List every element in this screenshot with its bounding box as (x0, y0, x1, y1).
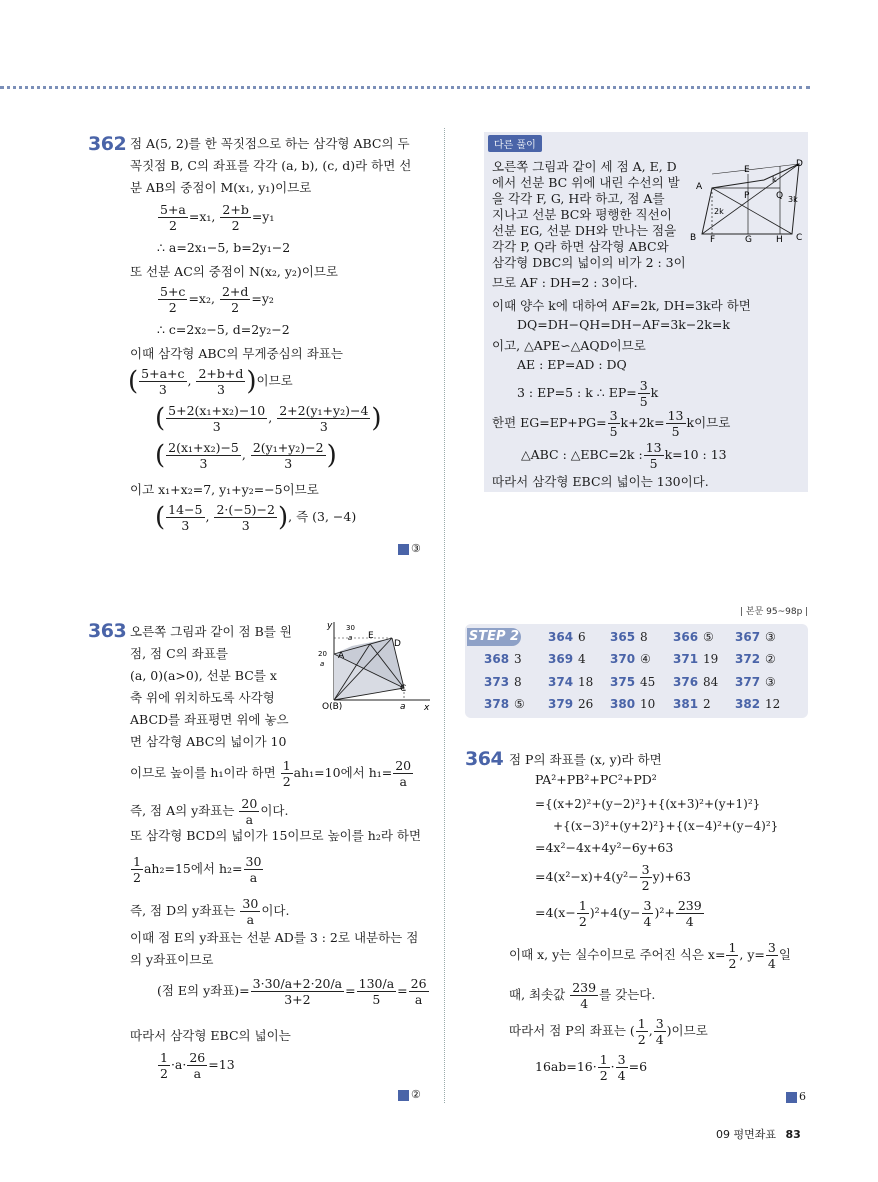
p362-centroid-2: ( $\frac{\text{5+2(x₁+x₂)−10}}{3}$ , $\frac{\text{2+2(y₁+y₂)−4}}{3}$ ) (155, 403, 382, 434)
step2-item-answer: 8 (640, 630, 648, 644)
alt-figure-trapezoid (684, 152, 806, 246)
step2-item-answer: 45 (640, 675, 656, 689)
p364-text-10: 따라서 점 P의 좌표는 ( $\frac{1}{2}$ , $\frac{3}{4}$ )이므로 (509, 1016, 708, 1047)
p364-text-2: PA²+PB²+PC²+PD² (535, 772, 657, 787)
step2-item-number: 375 (610, 675, 636, 689)
step2-item-number: 378 (484, 697, 510, 711)
p364-answer: 6 (786, 1090, 806, 1103)
step2-item-number: 376 (673, 675, 699, 689)
step2-item-number: 367 (735, 630, 761, 644)
p362-text-5: 이때 삼각형 ABC의 무게중심의 좌표는 (130, 346, 343, 361)
p364-text-5: =4x²−4x+4y²−6y+63 (535, 840, 674, 855)
alt-text-8: 므로 AF : DH=2 : 3이다. (492, 275, 638, 290)
fig363-y-axis: y (327, 621, 333, 631)
p363-figure-coordinate (312, 618, 434, 710)
step2-item-number: 364 (548, 630, 574, 644)
fig-label-A: A (696, 182, 703, 192)
step2-item-number: 365 (610, 630, 636, 644)
alt-text-6: 각각 P, Q라 하면 삼각형 ABC와 (492, 239, 669, 254)
step2-item-answer: 6 (578, 630, 586, 644)
fig363-D: D (394, 639, 401, 649)
fig-label-C: C (796, 233, 803, 243)
answer-mark-icon (398, 544, 409, 555)
p362-eq-2: ∴ a=2x₁−5, b=2y₁−2 (157, 240, 291, 255)
alt-text-12: AE : EP=AD : DQ (517, 357, 627, 372)
step2-item-answer: ③ (765, 630, 776, 644)
fig-label-G: G (745, 235, 752, 245)
p362-centroid-1: ( $\frac{5+a+c}{3}$ , $\frac{2+b+d}{3}$ )이므로 (128, 366, 293, 397)
answer-mark-icon (398, 1090, 409, 1101)
fig363-20: 20 (318, 650, 327, 658)
p364-text-1: 점 P의 좌표를 (x, y)라 하면 (509, 752, 662, 767)
problem-number-364: 364 (465, 748, 504, 770)
step2-item-number: 382 (735, 697, 761, 711)
p363-answer: ② (398, 1088, 421, 1101)
alt-text-10: DQ=DH−QH=DH−AF=3k−2k=k (517, 317, 730, 332)
fig363-origin: O(B) (322, 702, 343, 710)
page-number: 83 (785, 1128, 801, 1141)
fig-label-B: B (690, 233, 697, 243)
step2-item-number: 372 (735, 652, 761, 666)
p363-text-1: 오른쪽 그림과 같이 점 B를 원 (130, 624, 292, 639)
p363-text-16: $\frac{1}{2}$ ·a· $\frac{26}{a}$ =13 (160, 1050, 235, 1081)
fig-label-D: D (796, 159, 803, 169)
p363-text-14: (점 E의 y좌표)= $\frac{3\cdot 30/a+2\cdot 20/a}{3+2}$ = $\frac{130/a}{5}$ = $\frac{26}{a}$ (157, 976, 427, 1007)
step2-item-answer: 84 (703, 675, 719, 689)
problem-number-362: 362 (88, 133, 127, 155)
step2-item-answer: 12 (765, 697, 781, 711)
step2-item-answer: 26 (578, 697, 594, 711)
fig363-20a: a (320, 660, 325, 668)
fig-label-F: F (710, 235, 716, 245)
step2-item-number: 371 (673, 652, 699, 666)
step2-item-number: 373 (484, 675, 510, 689)
step2-item-number: 368 (484, 652, 510, 666)
p362-eq-4: ∴ c=2x₂−5, d=2y₂−2 (157, 322, 290, 337)
fig-label-3k: 3k (788, 195, 798, 204)
p362-answer: ③ (398, 542, 421, 555)
alt-text-16: 따라서 삼각형 EBC의 넓이는 130이다. (492, 474, 709, 489)
fig-label-2k: 2k (714, 207, 724, 216)
page-reference: | 본문 95~98p | (740, 607, 809, 617)
fig-label-Q: Q (776, 191, 784, 201)
fig-label-k: k (772, 175, 777, 184)
step2-item-number: 366 (673, 630, 699, 644)
p362-text-1: 점 A(5, 2)를 한 꼭짓점으로 하는 삼각형 ABC의 두 (130, 136, 410, 151)
page-footer (716, 1126, 801, 1142)
p363-text-3: (a, 0)(a>0), 선분 BC를 x (130, 668, 277, 683)
step2-item-number: 381 (673, 697, 699, 711)
step2-item-answer: 8 (514, 675, 522, 689)
alt-text-1: 오른쪽 그림과 같이 세 점 A, E, D (492, 159, 677, 174)
p363-text-4: 축 위에 위치하도록 사각형 (130, 690, 275, 705)
p363-text-10: $\frac{1}{2}$ ah₂=15에서 h₂= $\frac{30}{a}$ (133, 854, 262, 885)
fig363-C: C (400, 684, 407, 694)
p363-text-8: 즉, 점 A의 y좌표는 $\frac{20}{a}$ 이다. (130, 796, 289, 827)
column-divider (444, 128, 445, 1103)
p363-text-12: 이때 점 E의 y좌표는 선분 AD를 3 : 2로 내분하는 점 (130, 930, 419, 945)
step2-item-number: 377 (735, 675, 761, 689)
fig363-a: a (400, 702, 406, 710)
alt-text-9: 이때 양수 k에 대하여 AF=2k, DH=3k라 하면 (492, 298, 751, 313)
p362-text-4: 또 선분 AC의 중점이 N(x₂, y₂)이므로 (130, 264, 339, 279)
problem-number-363: 363 (88, 620, 127, 642)
p362-centroid-4: ( $\frac{14-5}{3}$ , $\frac{2\cdot(-5)-2}{3}$ ), 즉 (3, −4) (155, 502, 357, 533)
fig363-A: A (338, 651, 345, 661)
fig-label-H: H (776, 235, 783, 245)
p363-text-13: 의 y좌표이므로 (130, 952, 214, 967)
alt-text-4: 지나고 선분 BC와 평행한 직선이 (492, 207, 672, 222)
fig-label-E: E (744, 165, 750, 175)
step2-item-answer: ② (765, 652, 776, 666)
p362-text-3: 분 AB의 중점이 M(x₁, y₁)이므로 (130, 180, 312, 195)
fig363-30: 30 (346, 624, 355, 632)
fig-label-P: P (744, 191, 750, 201)
alt-text-11: 이고, △APE∽△AQD이므로 (492, 338, 646, 353)
p364-text-3: ={(x+2)²+(y−2)²}+{(x+3)²+(y+1)²} (535, 797, 761, 811)
p364-text-11: 16ab=16· $\frac{1}{2}$ · $\frac{3}{4}$ =6 (535, 1052, 648, 1083)
fig363-E: E (368, 631, 374, 641)
step2-item-answer: 3 (514, 652, 522, 666)
top-dotted-rule (0, 86, 810, 89)
step2-item-answer: ③ (765, 675, 776, 689)
p362-centroid-3: ( $\frac{\text{2(x₁+x₂)−5}}{3}$ , $\frac{\text{2(y₁+y₂)−2}}{3}$ ) (155, 440, 337, 471)
step2-item-answer: 19 (703, 652, 719, 666)
step2-item-number: 369 (548, 652, 574, 666)
step2-item-answer: 18 (578, 675, 594, 689)
alternative-solution-tag: 다른 풀이 (488, 135, 542, 152)
p364-text-7: =4(x− $\frac{1}{2}$ )²+4(y− $\frac{3}{4}$ )²+ $\frac{239}{4}$ (535, 898, 702, 929)
p364-text-8: 이때 x, y는 실수이므로 주어진 식은 x= $\frac{1}{2}$ , y= $\frac{3}{4}$ 일 (509, 940, 791, 971)
p362-eq-3: $\frac{5+c}{2}$ =x₂, $\frac{2+d}{2}$ =y₂ (160, 284, 274, 315)
p363-text-11: 즉, 점 D의 y좌표는 $\frac{30}{a}$ 이다. (130, 896, 290, 927)
step2-item-answer: 10 (640, 697, 656, 711)
p363-text-15: 따라서 삼각형 EBC의 넓이는 (130, 1028, 291, 1043)
step2-item-answer: ④ (640, 652, 651, 666)
p363-text-2: 점, 점 C의 좌표를 (130, 646, 228, 661)
answer-mark-icon (786, 1092, 797, 1103)
step2-label: STEP 2 (468, 629, 520, 644)
alt-text-14: 한편 EG=EP+PG= $\frac{3}{5}$ k+2k= $\frac{13}{5}$ k이므로 (492, 408, 731, 439)
p363-text-6: 면 삼각형 ABC의 넓이가 10 (130, 734, 287, 749)
alt-text-3: 을 각각 F, G, H라 하고, 점 A를 (492, 191, 665, 206)
p364-text-9: 때, 최솟값 $\frac{239}{4}$ 를 갖는다. (509, 980, 656, 1011)
alt-text-15: △ABC : △EBC=2k : $\frac{13}{5}$ k=10 : 13 (521, 440, 727, 471)
p363-text-7: 이므로 높이를 h₁이라 하면 $\frac{1}{2}$ ah₁=10에서 h₁= $\frac{20}{a}$ (130, 758, 412, 789)
step2-item-number: 370 (610, 652, 636, 666)
step2-item-answer: 4 (578, 652, 586, 666)
alt-text-13: 3 : EP=5 : k ∴ EP= $\frac{3}{5}$ k (517, 378, 659, 409)
step2-item-number: 379 (548, 697, 574, 711)
p362-text-2: 꼭짓점 B, C의 좌표를 각각 (a, b), (c, d)라 하면 선 (130, 158, 412, 173)
fig363-x-axis: x (424, 703, 430, 710)
alt-text-2: 에서 선분 BC 위에 내린 수선의 발 (492, 175, 680, 190)
p362-text-6: 이고 x₁+x₂=7, y₁+y₂=−5이므로 (130, 482, 319, 497)
step2-item-answer: ⑤ (703, 630, 714, 644)
alt-text-5: 선분 EG, 선분 DH와 만나는 점을 (492, 223, 677, 238)
fig363-30a: a (348, 634, 353, 642)
p364-text-4: +{(x−3)²+(y+2)²}+{(x−4)²+(y−4)²} (553, 819, 779, 833)
step2-item-answer: ⑤ (514, 697, 525, 711)
chapter-title: 09 평면좌표 (716, 1128, 776, 1141)
p363-text-5: ABCD를 좌표평면 위에 놓으 (130, 712, 289, 727)
step2-item-number: 380 (610, 697, 636, 711)
p364-text-6: =4(x²−x)+4(y²− $\frac{3}{2}$ y)+63 (535, 862, 691, 893)
p362-eq-1: $\frac{5+a}{2}$ =x₁, $\frac{2+b}{2}$ =y₁ (160, 202, 275, 233)
step2-item-number: 374 (548, 675, 574, 689)
p363-text-9: 또 삼각형 BCD의 넓이가 15이므로 높이를 h₂라 하면 (130, 828, 422, 843)
step2-item-answer: 2 (703, 697, 711, 711)
alt-text-7: 삼각형 DBC의 넓이의 비가 2 : 3이 (492, 255, 686, 270)
